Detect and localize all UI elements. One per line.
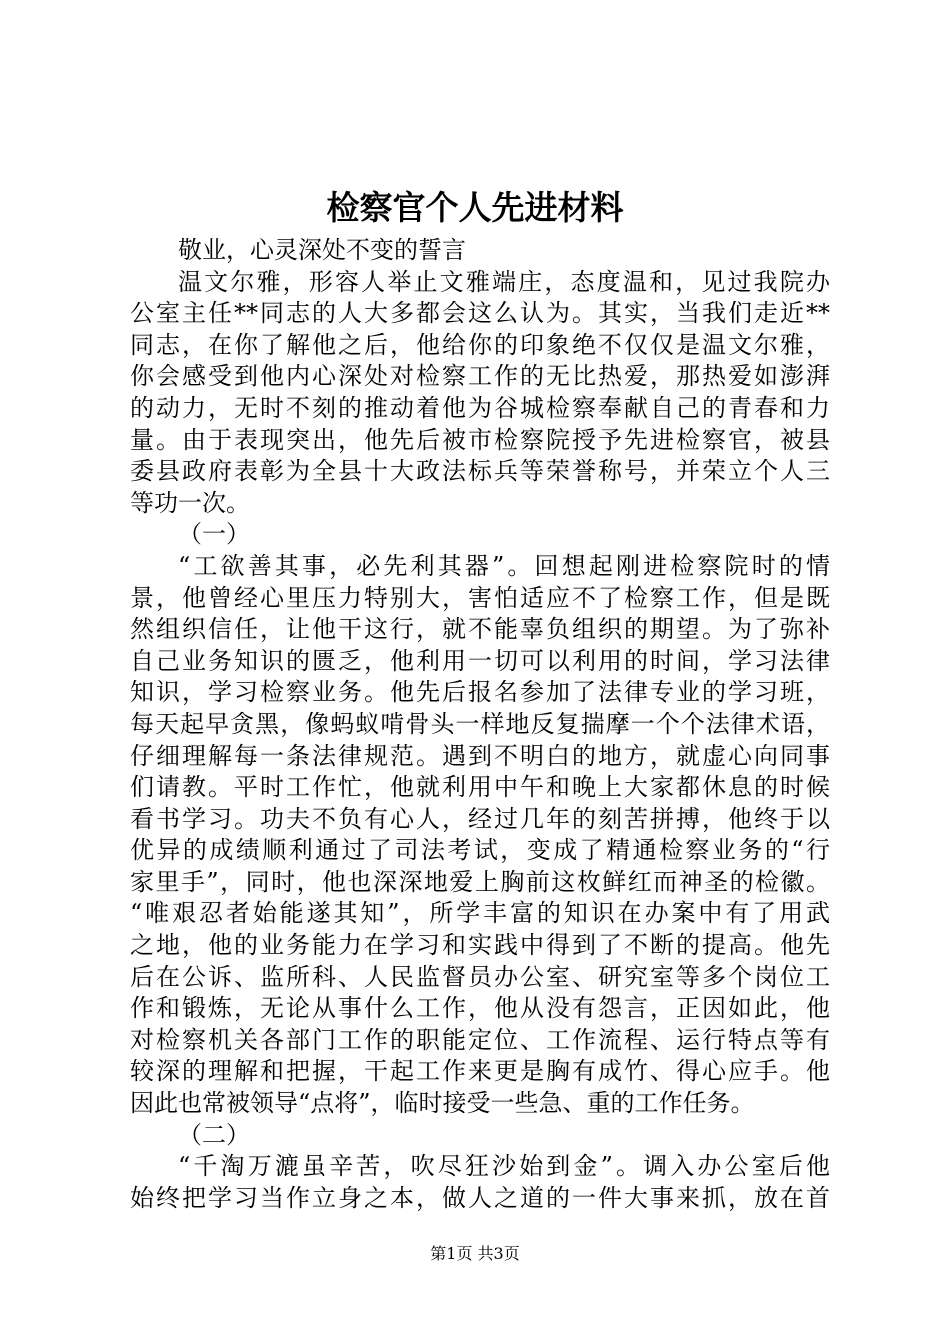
text-line-content: （二） xyxy=(178,1120,250,1149)
text-line xyxy=(130,583,830,615)
text-line-content: 然组织信任，让他干这行，就不能辜负组织的期望。为了弥补 xyxy=(130,615,830,644)
text-line xyxy=(130,677,830,709)
text-line xyxy=(130,361,830,393)
text-line xyxy=(130,393,830,425)
document-body xyxy=(130,235,830,1214)
text-line-content: 等功一次。 xyxy=(130,488,250,517)
text-line-content: “千淘万漉虽辛苦，吹尽狂沙始到金”。调入办公室后他 xyxy=(178,1152,830,1181)
text-line-content: 你会感受到他内心深处对检察工作的无比热爱，那热爱如澎湃 xyxy=(130,362,830,391)
text-line-content: 较深的理解和把握，干起工作来更是胸有成竹、得心应手。他 xyxy=(130,1057,830,1086)
text-line xyxy=(130,1120,830,1152)
text-line-content: 看书学习。功夫不负有心人，经过几年的刻苦拼搏，他终于以 xyxy=(130,804,830,833)
text-line-content: 委县政府表彰为全县十大政法标兵等荣誉称号，并荣立个人三 xyxy=(130,457,830,486)
text-line-content: 因此也常被领导“点将”，临时接受一些急、重的工作任务。 xyxy=(130,1089,755,1118)
text-line xyxy=(130,804,830,836)
text-line xyxy=(130,646,830,678)
text-line xyxy=(130,298,830,330)
text-line xyxy=(130,835,830,867)
text-line-content: 量。由于表现突出，他先后被市检察院授予先进检察官，被县 xyxy=(130,425,830,454)
text-line-content: 知识，学习检察业务。他先后报名参加了法律专业的学习班， xyxy=(130,678,830,707)
text-line-content: 对检察机关各部门工作的职能定位、工作流程、运行特点等有 xyxy=(130,1025,830,1054)
text-line-content: 每天起早贪黑，像蚂蚁啃骨头一样地反复揣摩一个个法律术语， xyxy=(130,709,830,738)
text-line-content: 作和锻炼，无论从事什么工作，他从没有怨言，正因如此，他 xyxy=(130,994,830,1023)
text-line-content: 温文尔雅，形容人举止文雅端庄，态度温和，见过我院办 xyxy=(178,267,830,296)
text-line-content: “唯艰忍者始能遂其知”，所学丰富的知识在办案中有了用武 xyxy=(130,899,830,928)
text-line xyxy=(130,267,830,299)
text-line-content: （一） xyxy=(178,520,250,549)
document-title: 检察官个人先进材料 xyxy=(326,188,624,227)
text-line xyxy=(130,898,830,930)
text-line-content: 公室主任**同志的人大多都会这么认为。其实，当我们走近** xyxy=(130,299,830,328)
text-line xyxy=(130,551,830,583)
text-line xyxy=(130,1056,830,1088)
text-line-content: 的动力，无时不刻的推动着他为谷城检察奉献自己的青春和力 xyxy=(130,393,830,422)
text-line-content: 始终把学习当作立身之本，做人之道的一件大事来抓，放在首 xyxy=(130,1183,830,1212)
text-line xyxy=(130,709,830,741)
text-line xyxy=(130,614,830,646)
text-line xyxy=(130,1151,830,1183)
text-line xyxy=(130,867,830,899)
text-line-content: “工欲善其事，必先利其器”。回想起刚进检察院时的情 xyxy=(178,551,830,580)
text-line xyxy=(130,488,830,520)
text-line xyxy=(130,930,830,962)
text-line xyxy=(130,425,830,457)
text-line xyxy=(130,330,830,362)
text-line-content: 敬业，心灵深处不变的誓言 xyxy=(178,236,466,264)
text-line xyxy=(130,772,830,804)
text-line xyxy=(130,456,830,488)
text-line-content: 家里手”，同时，他也深深地爱上胸前这枚鲜红而神圣的检徽。 xyxy=(130,867,830,896)
text-line-content: 们请教。平时工作忙，他就利用中午和晚上大家都休息的时候 xyxy=(130,773,830,802)
text-line xyxy=(130,519,830,551)
text-line xyxy=(130,1025,830,1057)
text-line xyxy=(130,741,830,773)
text-line xyxy=(130,235,830,267)
text-line-content: 优异的成绩顺利通过了司法考试，变成了精通检察业务的“行 xyxy=(130,836,830,865)
text-line-content: 景，他曾经心里压力特别大，害怕适应不了检察工作，但是既 xyxy=(130,583,830,612)
text-line xyxy=(130,993,830,1025)
text-line-content: 仔细理解每一条法律规范。遇到不明白的地方，就虚心向同事 xyxy=(130,741,830,770)
text-line-content: 后在公诉、监所科、人民监督员办公室、研究室等多个岗位工 xyxy=(130,962,830,991)
text-line xyxy=(130,1183,830,1215)
text-line xyxy=(130,1088,830,1120)
text-line-content: 之地，他的业务能力在学习和实践中得到了不断的提高。他先 xyxy=(130,931,830,960)
text-line-content: 同志，在你了解他之后，他给你的印象绝不仅仅是温文尔雅， xyxy=(130,330,830,359)
text-line xyxy=(130,962,830,994)
page-footer: 第1页 共3页 xyxy=(430,1244,520,1263)
text-line-content: 自己业务知识的匮乏，他利用一切可以利用的时间，学习法律 xyxy=(130,646,830,675)
